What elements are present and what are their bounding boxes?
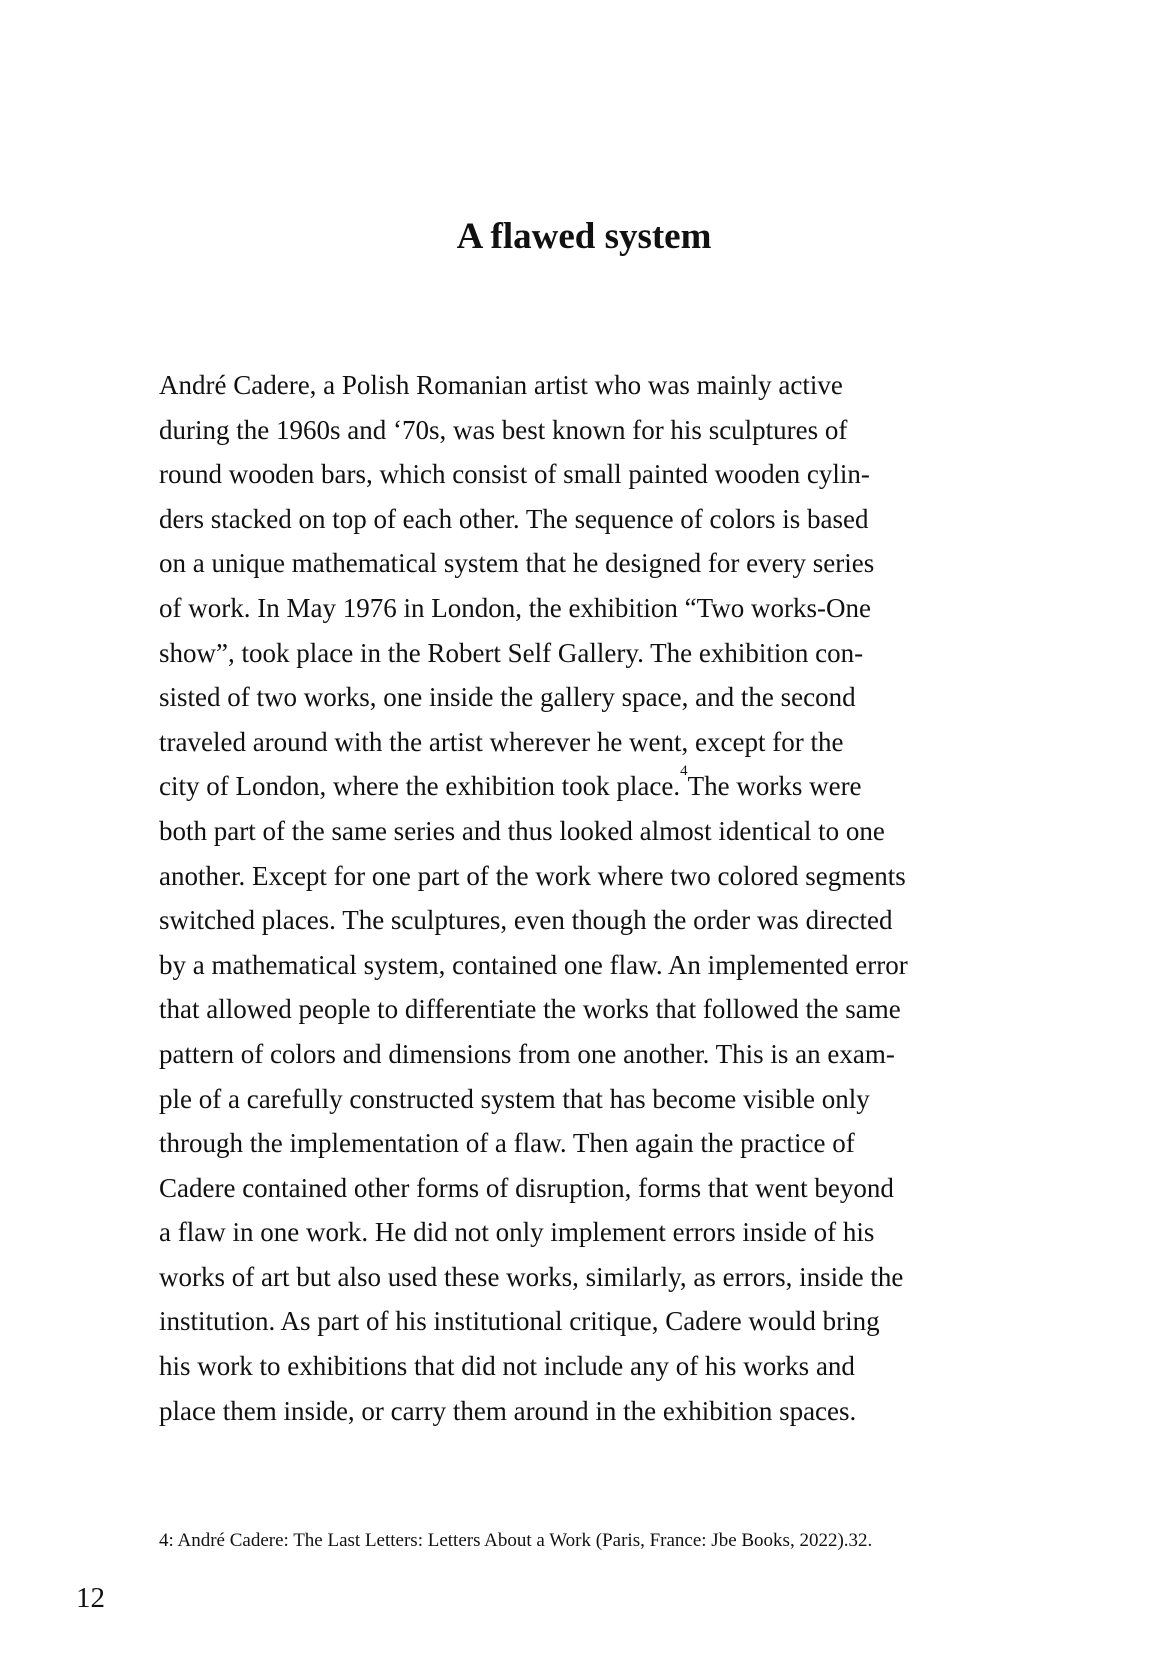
body-line: sisted of two works, one inside the gallery space, and the second [159,682,856,713]
body-line: André Cadere, a Polish Romanian artist who was mainly active [159,370,843,400]
footnote-reference[interactable]: 4 [680,763,688,780]
body-line: ple of a carefully constructed system that has become visible only [159,1083,870,1114]
body-line: place them inside, or carry them around in the exhibition spaces. [159,1395,857,1426]
body-line: pattern of colors and dimensions from one another. This is an exam- [159,1038,895,1069]
body-line: on a unique mathematical system that he designed for every series [159,548,875,579]
body-line: during the 1960s and ‘70s, was best known for his sculptures of [159,414,848,445]
body-line-with-footnote [159,764,1019,809]
body-line-text: city of London, where the exhibition took place. [159,771,681,802]
page-number: 12 [76,1582,105,1614]
body-line: works of art but also used these works, similarly, as errors, inside the [159,1261,904,1292]
body-line: show”, took place in the Robert Self Gallery. The exhibition con- [159,637,864,668]
body-line: that allowed people to differentiate the works that followed the same [159,994,901,1025]
body-line: ders stacked on top of each other. The sequence of colors is based [159,503,869,534]
page-title: A flawed system [456,216,712,257]
body-line: his work to exhibitions that did not include any of his works and [159,1351,855,1382]
body-line: institution. As part of his institutional critique, Cadere would bring [159,1306,880,1337]
body-line: both part of the same series and thus looked almost identical to one [159,815,885,846]
body-line: Cadere contained other forms of disruption, forms that went beyond [159,1172,894,1203]
body-line: round wooden bars, which consist of small painted wooden cylin- [159,459,870,490]
body-line: traveled around with the artist wherever he went, except for the [159,726,844,757]
body-line: switched places. The sculptures, even though the order was directed [159,905,893,936]
footnote: 4: André Cadere: The Last Letters: Letters About a Work (Paris, France: Jbe Books, 2022).32. [159,1530,873,1551]
body-line: through the implementation of a flaw. Then again the practice of [159,1128,855,1159]
body-line: a flaw in one work. He did not only implement errors inside of his [159,1217,875,1248]
body-line: by a mathematical system, contained one flaw. An implemented error [159,949,908,980]
body-line: another. Except for one part of the work where two colored segments [159,860,906,891]
body-line-tail: The works were [687,771,862,802]
body-line: of work. In May 1976 in London, the exhibition “Two works-One [159,592,871,623]
body-paragraph [159,363,1019,1433]
